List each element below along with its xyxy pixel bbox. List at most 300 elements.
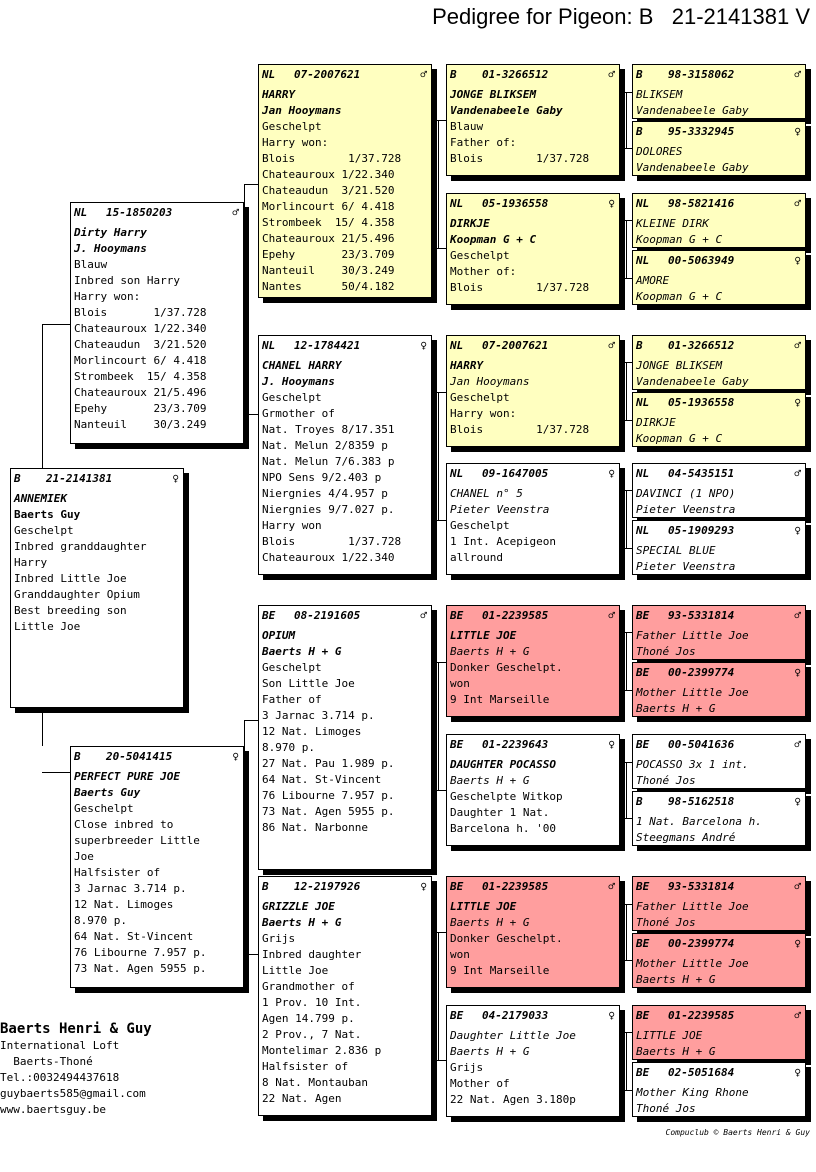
pigeon-card-g13[interactable]: [632, 876, 806, 931]
card-line: Grijs: [262, 932, 296, 945]
card-line: Morlincourt 6/ 4.418: [262, 200, 395, 213]
card-line: Daughter 1 Nat.: [450, 806, 550, 819]
ring-number: 05-1936558: [482, 197, 549, 210]
female-icon: ♀: [794, 937, 801, 950]
pigeon-card-g10[interactable]: [632, 662, 806, 717]
footer-copyright: Compuclub © Baerts Henri & Guy: [665, 1128, 810, 1137]
country-code: B: [74, 750, 81, 763]
card-line: 3 Jarnac 3.714 p.: [262, 709, 375, 722]
country-code: BE: [450, 880, 464, 893]
country-code: BE: [450, 609, 464, 622]
ring-number: 01-2239585: [482, 880, 549, 893]
pigeon-card-fmf[interactable]: [446, 335, 620, 447]
connector-line: [432, 1060, 446, 1061]
connector-line: [244, 954, 258, 955]
connector-line: [244, 184, 245, 414]
male-icon: ♂: [608, 68, 615, 81]
card-line: Chateaudun 3/21.520: [74, 338, 207, 351]
card-line: 73 Nat. Agen 5955 p.: [262, 805, 395, 818]
card-line: Baerts H + G: [636, 973, 716, 986]
card-line: Geschelpt: [74, 802, 134, 815]
card-line: 1 Prov. 10 Int.: [262, 996, 362, 1009]
country-code: NL: [636, 524, 650, 537]
card-header: [636, 253, 801, 268]
page-title: Pedigree for Pigeon: B 21-2141381 V: [432, 4, 810, 29]
pigeon-card-mm[interactable]: [258, 876, 432, 1116]
card-line: NPO Sens 9/2.403 p: [262, 471, 382, 484]
card-line: Niergnies 9/7.027 p.: [262, 503, 395, 516]
card-line: Baerts H + G: [450, 1045, 530, 1058]
country-code: BE: [636, 880, 650, 893]
card-line: Little Joe: [14, 620, 81, 633]
connector-line: [244, 414, 258, 415]
card-line: Inbred granddaughter: [14, 540, 147, 553]
card-line: 8.970 p.: [74, 914, 127, 927]
card-line: Nat. Melun 7/6.383 p: [262, 455, 395, 468]
female-icon: ♀: [420, 339, 427, 352]
card-line: Grijs: [450, 1061, 484, 1074]
card-line: Grandmother of: [262, 980, 355, 993]
pigeon-card-g4[interactable]: [632, 250, 806, 305]
card-header: [450, 1008, 615, 1023]
connector-line: [42, 708, 43, 746]
card-header: [450, 737, 615, 752]
card-line: Mother of: [450, 1077, 510, 1090]
female-icon: ♀: [172, 472, 179, 485]
card-line: Daughter Little Joe: [450, 1029, 576, 1042]
card-line: Close inbred to: [74, 818, 174, 831]
card-header: [450, 67, 615, 82]
country-code: NL: [450, 339, 464, 352]
country-code: NL: [636, 467, 650, 480]
ring-number: 09-1647005: [482, 467, 549, 480]
connector-line: [438, 120, 439, 248]
card-line: Thoné Jos: [636, 1102, 696, 1115]
country-code: NL: [636, 197, 650, 210]
card-line: Thoné Jos: [636, 645, 696, 658]
connector-line: [620, 278, 632, 279]
card-line: GRIZZLE JOE: [262, 900, 335, 913]
owner-block: [0, 1020, 152, 1118]
card-line: Vandenabeele Gaby: [636, 375, 749, 388]
pigeon-card-ff[interactable]: [258, 64, 432, 298]
card-line: Granddaughter Opium: [14, 588, 140, 601]
owner-name: Baerts Henri & Guy: [0, 1021, 152, 1037]
pigeon-card-mfm[interactable]: [446, 734, 620, 846]
female-icon: ♀: [794, 125, 801, 138]
country-code: BE: [636, 1066, 650, 1079]
card-header: [450, 466, 615, 481]
card-line: won: [450, 677, 470, 690]
card-line: BLIKSEM: [636, 88, 683, 101]
card-line: Grmother of: [262, 407, 335, 420]
male-icon: ♂: [232, 206, 239, 219]
pigeon-card-g15[interactable]: [632, 1005, 806, 1060]
card-line: Halfsister of: [262, 1060, 349, 1073]
country-code: NL: [450, 197, 464, 210]
card-header: [636, 338, 801, 353]
male-icon: ♂: [608, 339, 615, 352]
card-line: Chateauroux 21/5.496: [262, 232, 395, 245]
card-header: [450, 196, 615, 211]
card-line: Pieter Veenstra: [450, 503, 550, 516]
card-line: 27 Nat. Pau 1.989 p.: [262, 757, 395, 770]
card-header: [636, 466, 801, 481]
card-header: [14, 471, 179, 486]
card-header: [636, 1065, 801, 1080]
pigeon-card-mother[interactable]: [70, 746, 244, 988]
owner-phone: Tel.:0032494437618: [0, 1071, 120, 1084]
card-line: Father of:: [450, 136, 517, 149]
card-line: DIRKJE: [636, 416, 676, 429]
card-line: Nanteuil 30/3.249: [74, 418, 207, 431]
card-line: DIRKJE: [450, 217, 490, 230]
card-line: PERFECT PURE JOE: [74, 770, 180, 783]
connector-line: [626, 362, 627, 420]
female-icon: ♀: [794, 1066, 801, 1079]
card-line: DOLORES: [636, 145, 683, 158]
male-icon: ♂: [420, 68, 427, 81]
card-header: [262, 67, 427, 82]
owner-email[interactable]: guybaerts585@gmail.com: [0, 1087, 146, 1100]
card-header: [636, 124, 801, 139]
card-line: LITTLE JOE: [636, 1029, 703, 1042]
card-line: SPECIAL BLUE: [636, 544, 716, 557]
card-line: HARRY: [450, 359, 484, 372]
country-code: BE: [636, 666, 650, 679]
card-line: Morlincourt 6/ 4.418: [74, 354, 207, 367]
ring-number: 12-1784421: [294, 339, 361, 352]
card-header: [636, 737, 801, 752]
card-header: [636, 196, 801, 211]
card-line: JONGE BLIKSEM: [450, 88, 537, 101]
card-line: Baerts Guy: [74, 786, 141, 799]
card-line: Thoné Jos: [636, 774, 696, 787]
connector-line: [438, 932, 439, 1060]
ring-number: 93-5331814: [668, 880, 735, 893]
card-header: [636, 665, 801, 680]
male-icon: ♂: [794, 1009, 801, 1022]
card-line: Chateaudun 3/21.520: [262, 184, 395, 197]
card-line: Chateauroux 21/5.496: [74, 386, 207, 399]
card-line: 1 Int. Acepigeon: [450, 535, 556, 548]
card-line: Mother Little Joe: [636, 957, 749, 970]
connector-line: [620, 148, 632, 149]
card-line: Best breeding son: [14, 604, 127, 617]
female-icon: ♀: [608, 1009, 615, 1022]
card-header: [74, 205, 239, 220]
card-line: Thoné Jos: [636, 916, 696, 929]
card-line: Harry won:: [450, 407, 517, 420]
connector-line: [42, 772, 70, 773]
pigeon-card-g8[interactable]: [632, 520, 806, 575]
owner-line: Baerts-Thoné: [0, 1055, 93, 1068]
ring-number: 04-2179033: [482, 1009, 549, 1022]
card-line: Koopman G + C: [450, 233, 537, 246]
male-icon: ♂: [794, 68, 801, 81]
ring-number: 20-5041415: [106, 750, 173, 763]
ring-number: 95-3332945: [668, 125, 735, 138]
ring-number: 01-3266512: [668, 339, 735, 352]
card-line: 9 Int Marseille: [450, 693, 550, 706]
card-line: Mother of:: [450, 265, 517, 278]
male-icon: ♂: [608, 609, 615, 622]
card-line: won: [450, 948, 470, 961]
connector-line: [626, 490, 627, 548]
card-line: Barcelona h. '00: [450, 822, 556, 835]
card-line: Donker Geschelpt.: [450, 661, 563, 674]
ring-number: 07-2007621: [294, 68, 361, 81]
card-line: 76 Libourne 7.957 p.: [74, 946, 207, 959]
owner-website[interactable]: www.baertsguy.be: [0, 1103, 106, 1116]
card-line: Geschelpt: [262, 391, 322, 404]
pigeon-card-g2[interactable]: [632, 121, 806, 176]
card-line: 1 Nat. Barcelona h.: [636, 815, 762, 828]
card-line: Geschelpt: [450, 391, 510, 404]
pigeon-card-ffm[interactable]: [446, 193, 620, 305]
card-line: AMORE: [636, 274, 670, 287]
card-line: Strombeek 15/ 4.358: [262, 216, 395, 229]
ring-number: 93-5331814: [668, 609, 735, 622]
pigeon-card-fmm[interactable]: [446, 463, 620, 575]
card-line: Baerts H + G: [262, 645, 342, 658]
pigeon-card-g16[interactable]: [632, 1062, 806, 1117]
ring-number: 00-2399774: [668, 666, 735, 679]
ring-number: 00-5063949: [668, 254, 735, 267]
pigeon-card-g3[interactable]: [632, 193, 806, 248]
male-icon: ♂: [794, 467, 801, 480]
pigeon-card-g1[interactable]: [632, 64, 806, 119]
country-code: B: [636, 125, 643, 138]
card-line: 8 Nat. Montauban: [262, 1076, 368, 1089]
card-line: Epehy 23/3.709: [74, 402, 207, 415]
connector-line: [626, 1032, 627, 1090]
pigeon-card-mf[interactable]: [258, 605, 432, 870]
ring-number: 05-1936558: [668, 396, 735, 409]
ring-number: 00-5041636: [668, 738, 735, 751]
card-line: Father Little Joe: [636, 900, 749, 913]
card-line: Vandenabeele Gaby: [636, 104, 749, 117]
card-header: [636, 879, 801, 894]
female-icon: ♀: [420, 880, 427, 893]
card-line: Baerts Guy: [14, 508, 81, 521]
connector-line: [432, 392, 446, 393]
card-line: Blois 1/37.728: [74, 306, 207, 319]
pigeon-card-g12[interactable]: [632, 791, 806, 846]
country-code: BE: [636, 609, 650, 622]
card-line: Little Joe: [262, 964, 329, 977]
ring-number: 07-2007621: [482, 339, 549, 352]
card-line: Harry won:: [74, 290, 141, 303]
connector-line: [626, 220, 627, 278]
connector-line: [620, 548, 632, 549]
ring-number: 02-5051684: [668, 1066, 735, 1079]
card-line: 73 Nat. Agen 5955 p.: [74, 962, 207, 975]
connector-line: [626, 632, 627, 690]
male-icon: ♂: [794, 880, 801, 893]
card-line: 86 Nat. Narbonne: [262, 821, 368, 834]
card-line: Nat. Melun 2/8359 p: [262, 439, 388, 452]
card-line: Blois 1/37.728: [450, 281, 590, 294]
card-line: DAUGHTER POCASSO: [450, 758, 556, 771]
pigeon-card-g9[interactable]: [632, 605, 806, 660]
card-line: Jan Hooymans: [262, 104, 342, 117]
card-line: Chateauroux 1/22.340: [262, 551, 395, 564]
female-icon: ♀: [794, 666, 801, 679]
connector-line: [626, 92, 627, 148]
connector-line: [620, 690, 632, 691]
card-line: KLEINE DIRK: [636, 217, 709, 230]
pigeon-card-g5[interactable]: [632, 335, 806, 390]
card-line: 12 Nat. Limoges: [262, 725, 362, 738]
connector-line: [620, 818, 632, 819]
card-line: Pieter Veenstra: [636, 560, 736, 573]
card-line: 22 Nat. Agen: [262, 1092, 342, 1105]
pigeon-card-mmm[interactable]: [446, 1005, 620, 1117]
card-line: Vandenabeele Gaby: [450, 104, 563, 117]
female-icon: ♀: [794, 795, 801, 808]
female-icon: ♀: [608, 197, 615, 210]
connector-line: [432, 248, 446, 249]
country-code: BE: [450, 738, 464, 751]
pigeon-card-g14[interactable]: [632, 933, 806, 988]
country-code: NL: [74, 206, 88, 219]
pigeon-card-father[interactable]: [70, 202, 244, 444]
card-line: J. Hooymans: [262, 375, 335, 388]
card-line: LITTLE JOE: [450, 629, 517, 642]
card-line: Nanteuil 30/3.249: [262, 264, 395, 277]
country-code: B: [450, 68, 457, 81]
card-line: HARRY: [262, 88, 296, 101]
card-line: 22 Nat. Agen 3.180p: [450, 1093, 576, 1106]
card-line: 9 Int Marseille: [450, 964, 550, 977]
pigeon-card-g6[interactable]: [632, 392, 806, 447]
country-code: NL: [636, 396, 650, 409]
connector-line: [620, 1090, 632, 1091]
connector-line: [432, 520, 446, 521]
female-icon: ♀: [608, 738, 615, 751]
connector-line: [244, 184, 258, 185]
connector-line: [244, 720, 258, 721]
card-line: Baerts H + G: [450, 774, 530, 787]
card-line: CHANEL HARRY: [262, 359, 342, 372]
pigeon-card-g7[interactable]: [632, 463, 806, 518]
card-line: Baerts H + G: [636, 1045, 716, 1058]
country-code: NL: [262, 68, 276, 81]
card-line: ANNEMIEK: [14, 492, 67, 505]
card-header: [450, 879, 615, 894]
connector-line: [244, 720, 245, 954]
card-line: Joe: [74, 850, 94, 863]
male-icon: ♂: [794, 738, 801, 751]
ring-number: 01-2239585: [482, 609, 549, 622]
card-header: [262, 338, 427, 353]
female-icon: ♀: [794, 524, 801, 537]
card-line: Dirty Harry: [74, 226, 147, 239]
card-line: Chateauroux 1/22.340: [262, 168, 395, 181]
pigeon-card-subject[interactable]: [10, 468, 184, 708]
card-line: Blois 1/37.728: [450, 152, 590, 165]
country-code: NL: [450, 467, 464, 480]
ring-number: 01-3266512: [482, 68, 549, 81]
card-line: Vandenabeele Gaby: [636, 161, 749, 174]
country-code: BE: [262, 609, 276, 622]
pigeon-card-fm[interactable]: [258, 335, 432, 575]
connector-line: [620, 960, 632, 961]
card-line: Blauw: [450, 120, 484, 133]
country-code: NL: [636, 254, 650, 267]
country-code: BE: [450, 1009, 464, 1022]
card-line: Harry won:: [262, 136, 329, 149]
card-line: Strombeek 15/ 4.358: [74, 370, 207, 383]
card-line: Inbred Little Joe: [14, 572, 127, 585]
country-code: BE: [636, 937, 650, 950]
card-line: Baerts H + G: [636, 702, 716, 715]
connector-line: [432, 790, 446, 791]
pigeon-card-g11[interactable]: [632, 734, 806, 789]
country-code: B: [262, 880, 269, 893]
connector-line: [432, 932, 446, 933]
card-line: Harry: [14, 556, 48, 569]
pigeon-card-mff[interactable]: [446, 605, 620, 717]
connector-line: [432, 662, 446, 663]
card-line: JONGE BLIKSEM: [636, 359, 723, 372]
connector-line: [42, 324, 43, 468]
card-line: 64 Nat. St-Vincent: [262, 773, 382, 786]
country-code: BE: [636, 738, 650, 751]
pigeon-card-fff[interactable]: [446, 64, 620, 176]
card-header: [74, 749, 239, 764]
female-icon: ♀: [794, 254, 801, 267]
card-line: Donker Geschelpt.: [450, 932, 563, 945]
card-line: Koopman G + C: [636, 233, 723, 246]
country-code: B: [636, 68, 643, 81]
ring-number: 05-1909293: [668, 524, 735, 537]
male-icon: ♂: [794, 339, 801, 352]
card-header: [450, 608, 615, 623]
card-line: Chateauroux 1/22.340: [74, 322, 207, 335]
card-line: Father Little Joe: [636, 629, 749, 642]
card-line: Geschelpt: [450, 249, 510, 262]
connector-line: [438, 392, 439, 520]
card-line: Baerts H + G: [262, 916, 342, 929]
card-line: Nantes 50/4.182: [262, 280, 395, 293]
card-header: [262, 608, 427, 623]
ring-number: 98-5162518: [668, 795, 735, 808]
ring-number: 01-2239585: [668, 1009, 735, 1022]
male-icon: ♂: [794, 197, 801, 210]
card-line: Inbred daughter: [262, 948, 362, 961]
pigeon-card-mmf[interactable]: [446, 876, 620, 988]
card-header: [450, 338, 615, 353]
owner-line: International Loft: [0, 1039, 120, 1052]
connector-line: [620, 420, 632, 421]
ring-number: 15-1850203: [106, 206, 173, 219]
card-line: Geschelpt: [262, 120, 322, 133]
card-line: Blois 1/37.728: [262, 535, 402, 548]
connector-line: [438, 662, 439, 790]
card-line: 3 Jarnac 3.714 p.: [74, 882, 187, 895]
card-line: J. Hooymans: [74, 242, 147, 255]
country-code: BE: [636, 1009, 650, 1022]
male-icon: ♂: [794, 609, 801, 622]
ring-number: 12-2197926: [294, 880, 361, 893]
female-icon: ♀: [232, 750, 239, 763]
card-header: [636, 395, 801, 410]
male-icon: ♂: [608, 880, 615, 893]
card-line: allround: [450, 551, 503, 564]
card-line: Nat. Troyes 8/17.351: [262, 423, 395, 436]
